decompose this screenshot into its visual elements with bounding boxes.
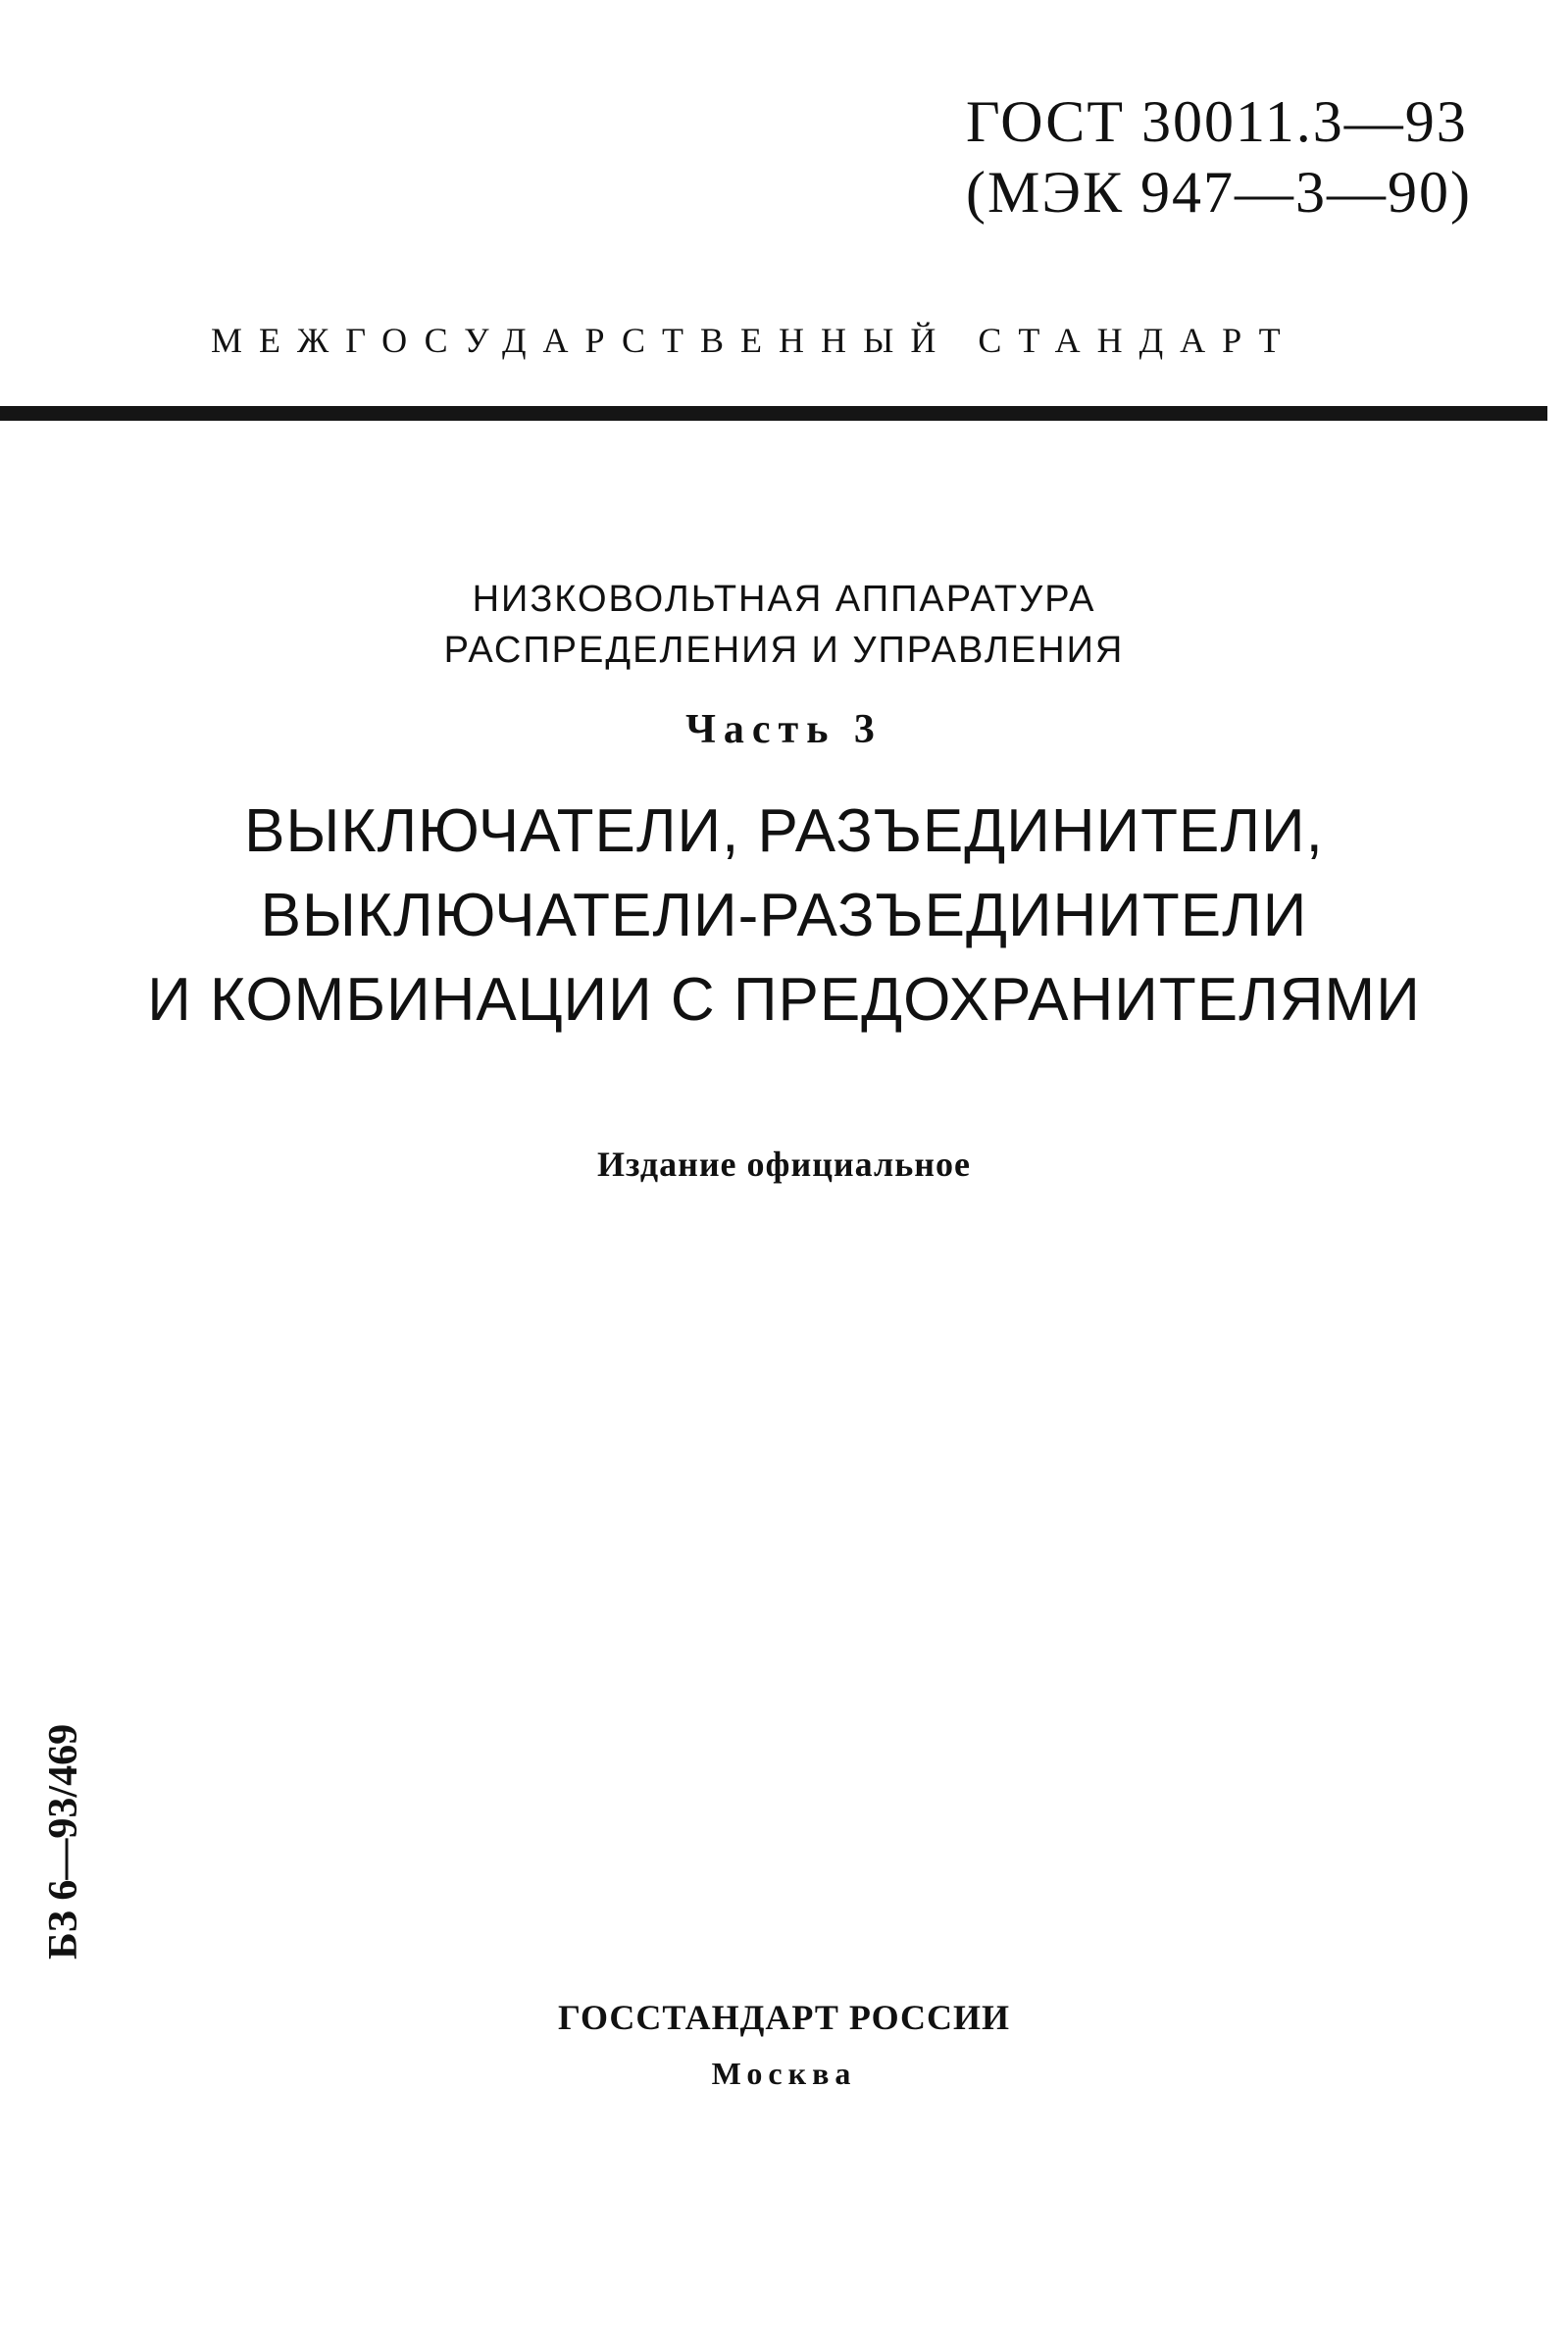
subject-line-2: РАСПРЕДЕЛЕНИЯ И УПРАВЛЕНИЯ [443,630,1125,671]
header-rule [0,406,1547,421]
edition-note: Издание официальное [597,1145,971,1184]
subject-line-1: НИЗКОВОЛЬТНАЯ АППАРАТУРА [472,579,1096,620]
side-registration-note: БЗ 6—93/469 [41,1723,86,1960]
main-title-line-3: И КОМБИНАЦИИ С ПРЕДОХРАНИТЕЛЯМИ [147,966,1421,1034]
publisher: ГОССТАНДАРТ РОССИИ [557,1998,1011,2037]
subject-heading [0,574,1568,676]
gost-number: ГОСТ 30011.3—93 [966,89,1468,154]
publication-city: Москва [711,2056,857,2091]
iec-number: (МЭК 947—3—90) [966,160,1472,225]
part-number: Часть 3 [685,707,883,752]
main-title-line-1: ВЫКЛЮЧАТЕЛИ, РАЗЪЕДИНИТЕЛИ, [244,797,1324,865]
main-title-line-2: ВЫКЛЮЧАТЕЛИ-РАЗЪЕДИНИТЕЛИ [260,882,1308,949]
document-code-block [966,86,1472,228]
main-title [0,789,1568,1043]
standard-category: МЕЖГОСУДАРСТВЕННЫЙ СТАНДАРТ [211,321,1297,360]
